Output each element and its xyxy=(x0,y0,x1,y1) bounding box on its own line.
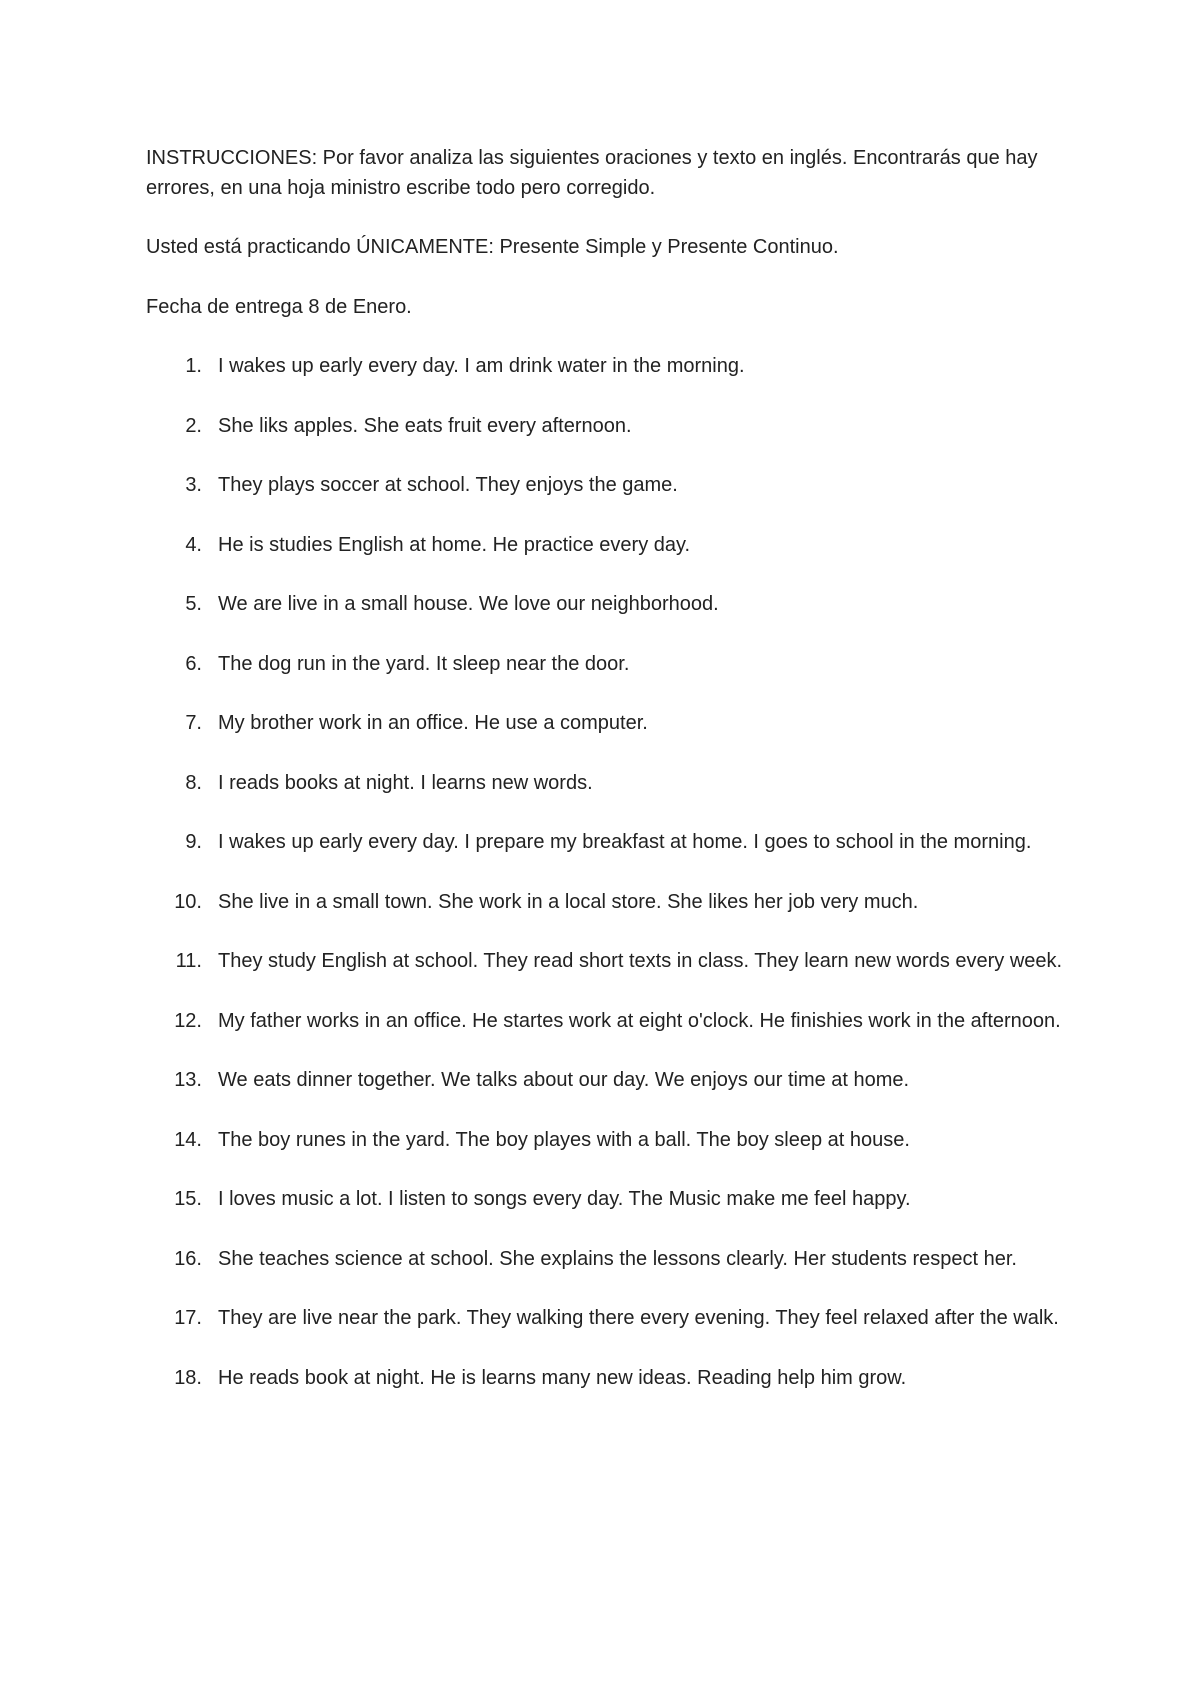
list-item xyxy=(146,1126,1066,1156)
item-text: My brother work in an office. He use a computer. xyxy=(218,712,648,734)
list-item xyxy=(146,531,1066,561)
item-text: The boy runes in the yard. The boy playes with a ball. The boy sleep at house. xyxy=(218,1128,910,1151)
item-number: 6. xyxy=(185,652,202,675)
item-number: 8. xyxy=(185,771,202,794)
item-text: My father works in an office. He startes work at eight o'clock. He finishies work in the afternoon. xyxy=(218,1009,1061,1032)
item-number: 10. xyxy=(174,890,202,913)
list-item xyxy=(146,1007,1066,1037)
item-number: 9. xyxy=(185,831,202,853)
list-item xyxy=(146,709,1066,739)
list-item xyxy=(146,1185,1066,1215)
list-item xyxy=(146,471,1066,501)
due-date: Fecha de entrega 8 de Enero. xyxy=(146,295,412,318)
list-item xyxy=(146,828,1066,858)
list-item xyxy=(146,590,1066,620)
item-text: I reads books at night. I learns new words. xyxy=(218,771,593,794)
item-text: He is studies English at home. He practice every day. xyxy=(218,533,691,556)
list-item xyxy=(146,1245,1066,1275)
item-number: 7. xyxy=(185,712,202,734)
item-number: 11. xyxy=(175,950,202,972)
item-number: 5. xyxy=(185,593,202,615)
instructions-paragraph: INSTRUCCIONES: Por favor analiza las siguientes oraciones y texto en inglés. Encontrarás que hay errores, en una hoja ministro escribe todo pero corregido. xyxy=(146,147,1038,199)
list-item xyxy=(146,947,1066,977)
item-text: She teaches science at school. She explains the lessons clearly. Her students respect her. xyxy=(218,1247,1017,1270)
exercise-list xyxy=(146,352,1066,1393)
item-number: 13. xyxy=(174,1069,202,1091)
item-text: We eats dinner together. We talks about our day. We enjoys our time at home. xyxy=(218,1069,910,1091)
item-text: They plays soccer at school. They enjoys the game. xyxy=(218,474,678,496)
list-item xyxy=(146,888,1066,918)
item-text: I wakes up early every day. I am drink water in the morning. xyxy=(218,355,745,377)
item-number: 2. xyxy=(185,414,202,437)
list-item xyxy=(146,1364,1066,1394)
list-item xyxy=(146,412,1066,442)
item-text: He reads book at night. He is learns many new ideas. Reading help him grow. xyxy=(218,1366,907,1389)
item-number: 15. xyxy=(174,1188,202,1210)
item-number: 1. xyxy=(185,355,202,377)
list-item xyxy=(146,769,1066,799)
item-text: I loves music a lot. I listen to songs every day. The Music make me feel happy. xyxy=(218,1188,911,1210)
item-number: 16. xyxy=(174,1247,202,1270)
list-item xyxy=(146,1304,1066,1334)
item-text: She liks apples. She eats fruit every afternoon. xyxy=(218,414,632,437)
item-number: 12. xyxy=(174,1009,202,1032)
item-text: She live in a small town. She work in a local store. She likes her job very much. xyxy=(218,890,919,913)
item-text: I wakes up early every day. I prepare my breakfast at home. I goes to school in the morning. xyxy=(218,831,1032,853)
item-number: 18. xyxy=(174,1366,202,1389)
list-item xyxy=(146,1066,1066,1096)
item-number: 17. xyxy=(174,1307,202,1329)
item-text: They study English at school. They read short texts in class. They learn new words every week. xyxy=(218,950,1063,972)
item-number: 4. xyxy=(185,533,202,556)
item-number: 3. xyxy=(185,474,202,496)
list-item xyxy=(146,352,1066,382)
list-item xyxy=(146,650,1066,680)
item-text: They are live near the park. They walking there every evening. They feel relaxed after the walk. xyxy=(218,1307,1059,1329)
item-number: 14. xyxy=(174,1128,202,1151)
practice-note: Usted está practicando ÚNICAMENTE: Presente Simple y Presente Continuo. xyxy=(146,236,839,258)
document-body xyxy=(146,144,1066,1423)
item-text: We are live in a small house. We love our neighborhood. xyxy=(218,593,719,615)
item-text: The dog run in the yard. It sleep near the door. xyxy=(218,652,630,675)
